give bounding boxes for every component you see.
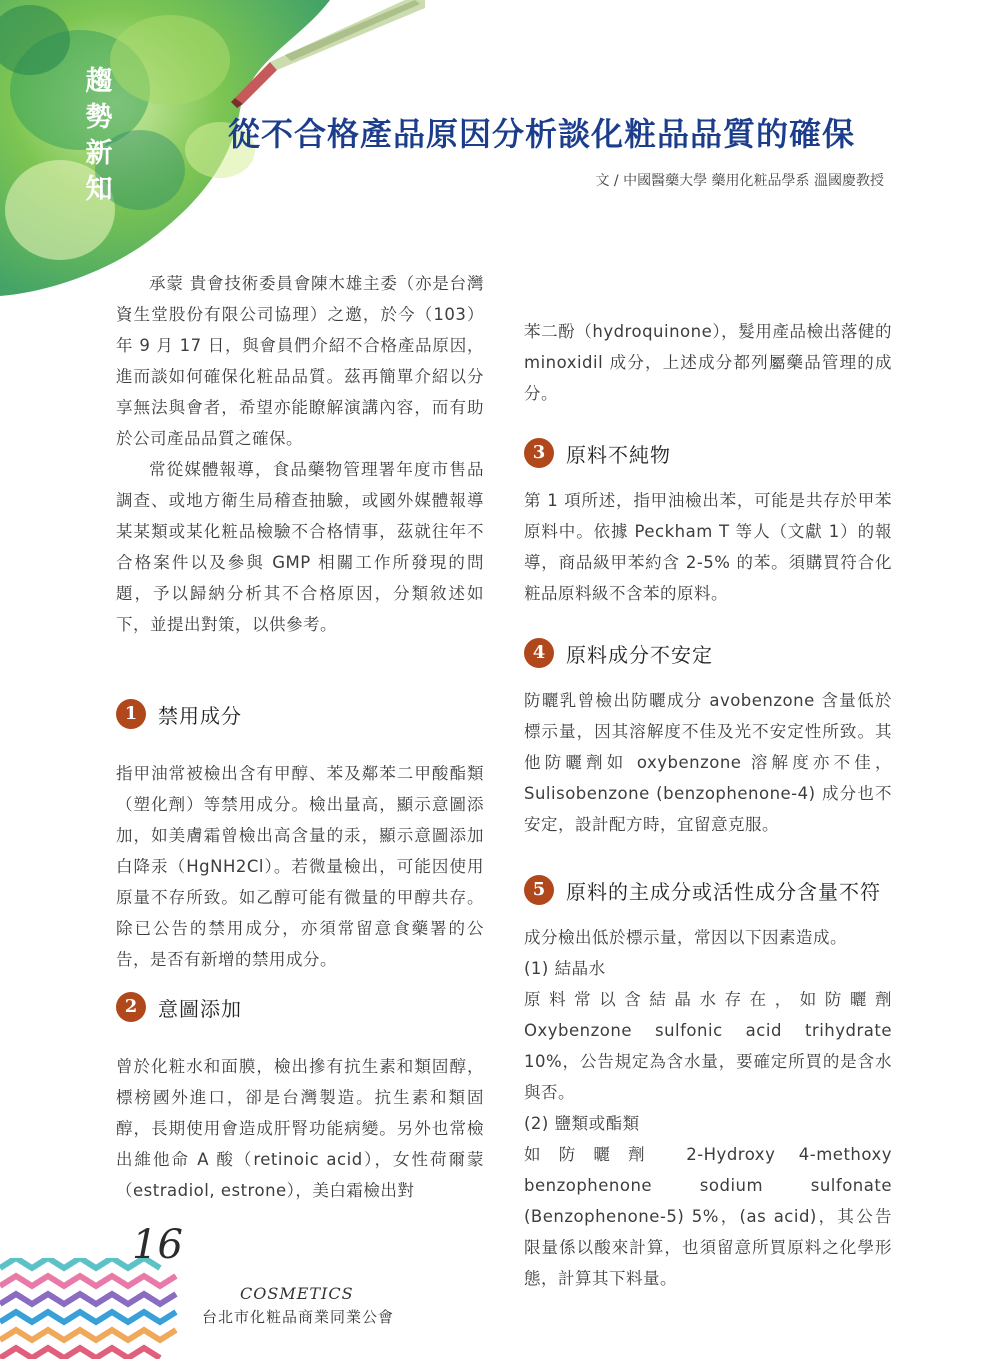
section-heading-2: [116, 987, 484, 1027]
subsection-1-label: (1) 結晶水: [524, 959, 606, 978]
subsection-2-body: 如防曬劑 2-Hydroxy 4-methoxy benzophenone sodium sulfonate (Benzophenone-5) 5%，(as acid)，其公告限量係以酸來計算，也須留意所買原料之化學形態，計算其下料量。: [524, 1145, 892, 1288]
section-heading-4: [524, 633, 892, 673]
right-column: [524, 316, 892, 1294]
subsection-1-body: 原料常以含結晶水存在，如防曬劑 Oxybenzone sulfonic acid trihydrate 10%，公告規定為含水量，要確定所買的是含水與否。: [524, 990, 892, 1102]
section-title: 意圖添加: [158, 996, 242, 1021]
page-number: 16: [132, 1222, 183, 1268]
section-title: 原料的主成分或活性成分含量不符: [566, 879, 881, 904]
intro-paragraph-2: 常從媒體報導，食品藥物管理署年度市售品調查、或地方衛生局稽查抽驗，或國外媒體報導某某類或某化粧品檢驗不合格情事，茲就往年不合格案件以及參與 GMP 相關工作所發現的問題，予以歸納分析其不合格原因，分類敘述如下，並提出對策，以供參考。: [116, 460, 484, 634]
section-heading-3: [524, 433, 892, 473]
section-5-intro: 成分檢出低於標示量，常因以下因素造成。: [524, 928, 847, 947]
left-column: [116, 268, 484, 1206]
section-1-body: 指甲油常被檢出含有甲醇、苯及鄰苯二甲酸酯類（塑化劑）等禁用成分。檢出量高，顯示意圖添加，如美膚霜曾檢出高含量的汞，顯示意圖添加白降汞（HgNH2Cl）。若微量檢出，可能因使用原量不存所致。如乙醇可能有微量的甲醇共存。除已公告的禁用成分，亦須常留意食藥署的公告，是否有新增的禁用成分。: [116, 764, 484, 969]
section-heading-5: [524, 870, 892, 910]
magazine-name: COSMETICS: [240, 1284, 354, 1303]
subsection-2-label: (2) 鹽類或酯類: [524, 1114, 640, 1133]
association-name: 台北市化粧品商業同業公會: [202, 1308, 395, 1326]
section-tag: 趨勢新知: [85, 66, 113, 205]
section-number-badge: 4: [524, 638, 554, 668]
section-number-badge: 3: [524, 438, 554, 468]
page-title: 從不合格產品原因分析談化粧品品質的確保: [228, 115, 856, 153]
section-heading-1: [116, 694, 484, 734]
section-2-body: 曾於化粧水和面膜，檢出摻有抗生素和類固醇，標榜國外進口，卻是台灣製造。抗生素和類固醇，長期使用會造成肝腎功能病變。另外也常檢出維他命 A 酸（retinoic acid），女性荷爾蒙（estradiol, estrone），美白霜檢出對: [116, 1057, 484, 1200]
section-title: 禁用成分: [158, 703, 242, 728]
continued-paragraph: 苯二酚（hydroquinone），髮用產品檢出落健的 minoxidil 成分，上述成分都列屬藥品管理的成分。: [524, 322, 892, 403]
section-title: 原料不純物: [566, 442, 671, 467]
section-number-badge: 1: [116, 699, 146, 729]
section-4-body: 防曬乳曾檢出防曬成分 avobenzone 含量低於標示量，因其溶解度不佳及光不安定性所致。其他防曬劑如 oxybenzone 溶解度亦不佳，Sulisobenzone (benzophenone-4) 成分也不安定，設計配方時，宜留意克服。: [524, 691, 892, 834]
zigzag-decoration: [0, 1258, 190, 1359]
section-number-badge: 2: [116, 992, 146, 1022]
pen-illustration: [215, 0, 425, 110]
section-title: 原料成分不安定: [566, 642, 713, 667]
section-number-badge: 5: [524, 875, 554, 905]
section-3-body: 第 1 項所述，指甲油檢出苯，可能是共存於甲苯原料中。依據 Peckham T 等人（文獻 1）的報導，商品級甲苯約含 2-5% 的苯。須購買符合化粧品原料級不含苯的原料。: [524, 491, 892, 603]
author-byline: 文 / 中國醫藥大學 藥用化粧品學系 溫國慶教授: [595, 173, 884, 189]
intro-paragraph-1: 承蒙 貴會技術委員會陳木雄主委（亦是台灣資生堂股份有限公司協理）之邀，於今（103）年 9 月 17 日，與會員們介紹不合格產品原因，進而談如何確保化粧品品質。茲再簡單介紹以分享無法與會者，希望亦能瞭解演講內容，而有助於公司產品品質之確保。: [116, 274, 484, 448]
